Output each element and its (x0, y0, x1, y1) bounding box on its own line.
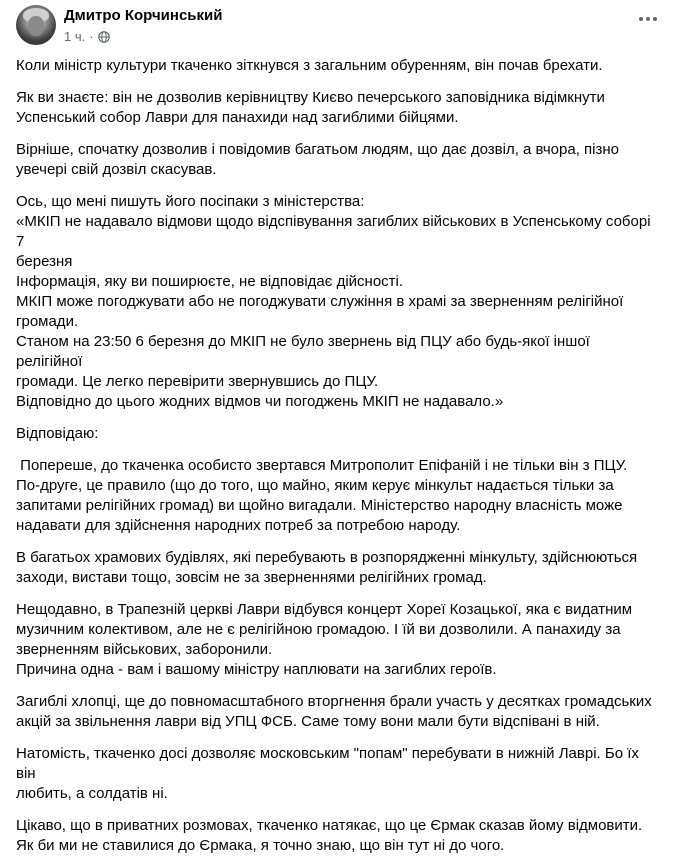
more-dot-icon (653, 17, 657, 21)
avatar[interactable] (16, 5, 56, 45)
post-paragraph: Ось, що мені пишуть його посіпаки з міністерства: «МКІП не надавало відмови щодо відспівування загиблих військових в Успенському соборі 7 березня Інформація, яку ви поширюєте, не відповідає дійсності. МКІП може погоджувати або не погоджувати служіння в храмі за зверненням релігійної громади. Станом на 23:50 6 березня до МКІП не було звернень від ПЦУ або будь-якої іншої релігійної громади. Це легко перевірити звернувшись до ПЦУ. Відповідно до цього жодних відмов чи погоджень МКІП не надавало.» (16, 193, 651, 410)
post-text (16, 56, 656, 868)
post-paragraph: Попереше, до ткаченка особисто звертався Митрополит Епіфаній і не тільки він з ПЦУ. По-друге, це правило (що до того, що майно, яким керує мінкульт надається тільки за запитами релігійних громад) ви щойно вигадали. Міністерство народну власність може надавати для здійснення народних потреб за потребою народу. (16, 457, 628, 534)
post-meta (64, 29, 110, 44)
globe-icon[interactable] (98, 31, 110, 43)
author-name[interactable]: Дмитро Корчинський (64, 7, 223, 24)
post-paragraph: Відповідаю: (16, 425, 99, 442)
post-paragraph: Вірніше, спочатку дозволив і повідомив багатьом людям, що дає дозвіл, а вчора, пізно увечері свій дозвіл скасував. (16, 141, 619, 178)
avatar-face (28, 16, 44, 36)
post-paragraph: В багатьох храмових будівлях, які перебувають в розпорядженні мінкульту, здійснюються заходи, вистави тощо, зовсім не за зверненнями релігійних громад. (16, 549, 638, 586)
post-time[interactable]: 1 ч. (64, 29, 86, 44)
more-options-button[interactable] (632, 9, 664, 29)
post-paragraph: Загиблі хлопці, ще до повномасштабного вторгнення брали участь у десятках громадських акцій за звільнення лаври від УПЦ ФСБ. Саме тому вони мали бути відспівані в ній. (16, 693, 652, 730)
post-paragraph: Цікаво, що в приватних розмовах, ткаченко натякає, що це Єрмак сказав йому відмовити. Як би ми не ставилися до Єрмака, я точно знаю, що він тут ні до чого. (16, 817, 643, 854)
more-dot-icon (639, 17, 643, 21)
post-paragraph: Натомість, ткаченко досі дозволяє московським "попам" перебувати в нижній Лаврі. Бо їх він любить, а солдатів ні. (16, 745, 639, 802)
more-dot-icon (646, 17, 650, 21)
post-paragraph: Нещодавно, в Трапезній церкві Лаври відбувся концерт Хореї Козацької, яка є видатним музичним колективом, але не є релігійною громадою. І їй ви дозволили. А панахиду за зверненням військових, заборонили. Причина одна - вам і вашому міністру наплювати на загиблих героїв. (16, 601, 633, 678)
meta-separator: · (89, 29, 94, 44)
post-paragraph: Коли міністр культури ткаченко зіткнувся з загальним обуренням, він почав брехати. (16, 57, 603, 74)
post-paragraph: Як ви знаєте: він не дозволив керівництву Києво печерського заповідника відімкнути Успенський собор Лаври для панахиди над загиблими бійцями. (16, 89, 605, 126)
post-header (16, 5, 664, 49)
